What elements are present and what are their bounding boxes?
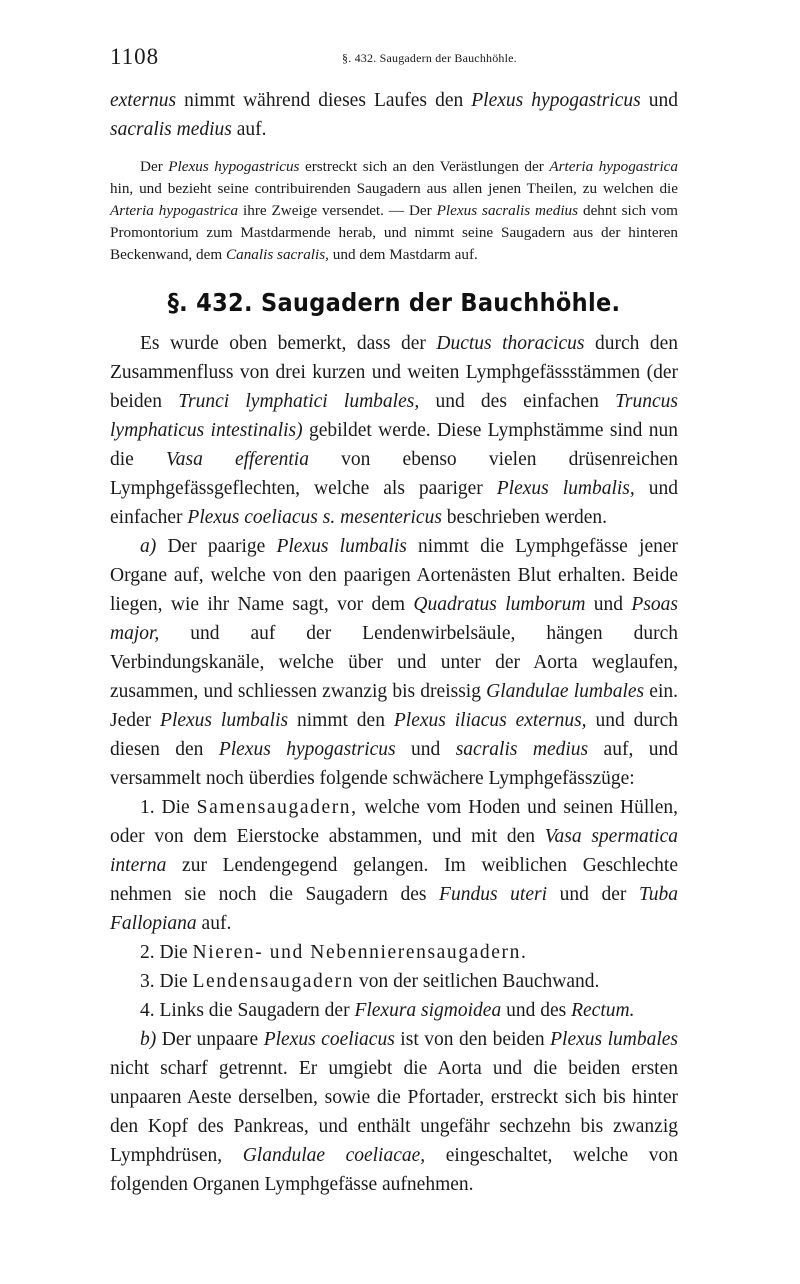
text: beschrieben werden.	[441, 507, 608, 528]
term: Canalis sacralis,	[225, 246, 329, 263]
term: externus	[110, 90, 177, 111]
term: Glandulae coeliacae,	[242, 1145, 426, 1166]
term: Plexus lumbales	[550, 1029, 678, 1050]
text: und auf der Lendenwirbelsäule, hängen durch Verbindungskanäle, welche über und unter der Aorta weglaufen, zusammen, und schliessen zwanzig bis dreissig	[110, 623, 678, 702]
text: und dem Mastdarm auf.	[328, 246, 478, 263]
term: Tuba Fallopiana	[110, 884, 678, 934]
text: und	[585, 594, 632, 615]
text: und	[395, 739, 456, 760]
running-header	[110, 44, 670, 74]
text: nimmt die Lymphgefässe jener Organe auf, welche von den paarigen Aortenästen Blut erhalten. Beide liegen, wie ihr Name sagt, vor dem	[110, 536, 678, 615]
text: gebildet werde. Diese Lymphstämme sind nun die	[110, 420, 678, 470]
text: auf.	[231, 119, 267, 140]
paragraph-continuation	[110, 86, 678, 144]
text: erstreckt sich an den Verästlungen der	[299, 158, 550, 175]
text: Der	[140, 158, 169, 175]
term: Plexus lumbalis	[160, 710, 289, 731]
spaced-term: Samensaugadern,	[196, 797, 358, 818]
text: zur Lendengegend gelangen. Im weiblichen Geschlechte nehmen sie noch die Saugadern des	[110, 855, 678, 905]
list-item	[110, 967, 678, 996]
page-number: 1108	[110, 44, 160, 69]
list-item	[110, 996, 678, 1025]
paragraph-small-print	[110, 156, 678, 266]
term: Arteria hypogastrica	[110, 202, 239, 219]
term: Plexus lumbalis,	[496, 478, 635, 499]
text: von ebenso vielen drüsenreichen Lymphgefässgeflechten, welche als paariger	[110, 449, 678, 499]
term: Truncus lymphaticus intestinalis)	[110, 391, 679, 441]
text: ist von den beiden	[394, 1029, 551, 1050]
term: Plexus hypogastricus	[218, 739, 396, 760]
term: Ductus thoracicus	[436, 333, 585, 354]
text: nimmt den	[288, 710, 394, 731]
term: Plexus coeliacus s. mesentericus	[187, 507, 442, 528]
term: Arteria hypogastrica	[549, 158, 678, 175]
term: Vasa efferentia	[165, 449, 309, 470]
text: ein. Jeder	[110, 681, 679, 731]
term: Plexus hypogastricus	[168, 158, 300, 175]
term: Psoas major,	[110, 594, 679, 644]
term: sacralis medius	[110, 119, 232, 140]
text: Es wurde oben bemerkt, dass der	[140, 333, 437, 354]
term: Plexus lumbalis	[276, 536, 407, 557]
text: hin, und bezieht seine contribuirenden Saugadern aus allen jenen Theilen, zu welchen die	[110, 180, 678, 197]
term: Glandulae lumbales	[486, 681, 645, 702]
text: nicht scharf getrennt. Er umgiebt die Aorta und die beiden ersten unpaaren Aeste derselben, sowie die Pfortader, erstreckt sich bis hinter den Kopf des Pankreas, und enthält ungefähr sechzehn bis zwanzig Lymphdrüsen,	[110, 1058, 678, 1166]
text: nimmt während dieses Laufes den	[176, 90, 472, 111]
term: Plexus hypogastricus	[471, 90, 641, 111]
paragraph-plexus-lumbalis	[110, 532, 678, 793]
spaced-term: Lendensaugadern	[192, 971, 355, 992]
text: von der seitlichen Bauchwand.	[354, 971, 600, 992]
paragraph-intro	[110, 329, 678, 532]
text: Der paarige	[156, 536, 277, 557]
text: 2. Die	[140, 942, 193, 963]
list-marker: b)	[140, 1029, 157, 1050]
list-item	[110, 938, 678, 967]
text: 4. Links die Saugadern der	[140, 1000, 355, 1021]
term: Plexus sacralis medius	[436, 202, 579, 219]
text: und einfacher	[110, 478, 678, 528]
term: Plexus coeliacus	[263, 1029, 395, 1050]
term: Vasa spermatica interna	[110, 826, 678, 876]
spaced-term: Nieren- und Nebennierensaugadern.	[192, 942, 528, 963]
paragraph-plexus-coeliacus	[110, 1025, 678, 1199]
term: Fundus uteri	[439, 884, 547, 905]
term: sacralis medius	[455, 739, 589, 760]
text: dehnt sich vom Promontorium zum Mastdarmende herab, und nimmt seine Saugadern aus der hinteren Beckenwand, dem	[110, 202, 678, 263]
term: Flexura sigmoidea	[354, 1000, 502, 1021]
term: Plexus iliacus externus,	[393, 710, 587, 731]
text: und	[640, 90, 678, 111]
section-heading: §. 432. Saugadern der Bauchhöhle.	[167, 288, 621, 317]
text: 1. Die	[140, 797, 197, 818]
list-marker: a)	[140, 536, 157, 557]
term: Trunci lymphatici lumbales,	[178, 391, 420, 412]
text: und des einfachen	[419, 391, 616, 412]
page-body	[110, 86, 678, 1199]
text: 3. Die	[140, 971, 193, 992]
list-item	[110, 793, 678, 938]
text: durch den Zusammenfluss von drei kurzen und weiten Lymphgefässstämmen (der beiden	[110, 333, 678, 412]
term: Rectum.	[571, 1000, 635, 1021]
text: ihre Zweige versendet. — Der	[238, 202, 437, 219]
text: welche vom Hoden und seinen Hüllen, oder von dem Eierstocke abstammen, und mit den	[110, 797, 679, 847]
running-title: §. 432. Saugadern der Bauchhöhle.	[342, 51, 517, 65]
text: und des	[501, 1000, 572, 1021]
term: Quadratus lumborum	[413, 594, 586, 615]
text: und der	[546, 884, 639, 905]
text: eingeschaltet, welche von folgenden Organen Lymphgefässe aufnehmen.	[110, 1145, 679, 1195]
text: Der unpaare	[156, 1029, 264, 1050]
text: und durch diesen den	[110, 710, 678, 760]
text: auf, und versammelt noch überdies folgende schwächere Lymphgefässzüge:	[110, 739, 679, 789]
text: auf.	[196, 913, 232, 934]
